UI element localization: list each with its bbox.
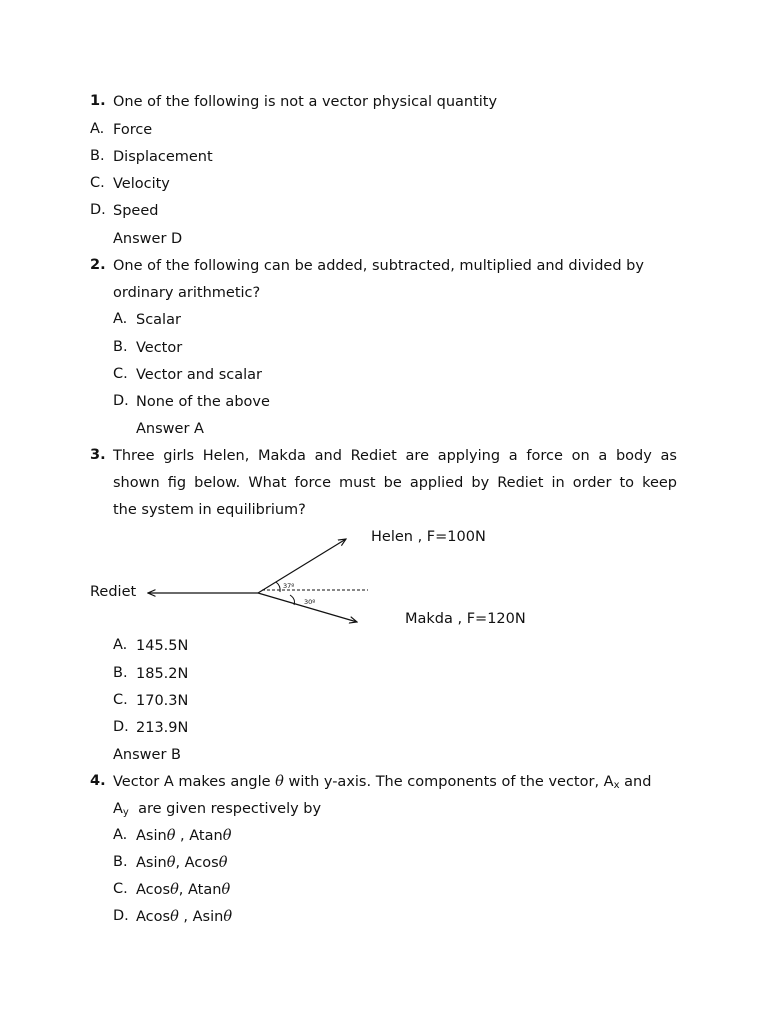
upper-angle-arc [276,582,280,592]
option-letter: C. [113,366,128,382]
answer-text: Answer D [113,231,183,247]
option-text: Scalar [136,312,181,328]
option-letter: D. [113,393,129,409]
option-text: Speed [113,203,159,219]
question-number: 2. [90,257,106,273]
option-text: Displacement [113,149,213,165]
option-text: 185.2N [136,666,189,682]
question-text-line-2: ordinary arithmetic? [113,285,261,301]
question-text-line-3: the system in equilibrium? [113,502,306,518]
option-text: Force [113,122,153,138]
question-number: 1. [90,93,106,109]
option-letter: C. [113,692,128,708]
upper-angle-label: 37º [283,582,295,590]
option-letter: D. [113,719,129,735]
option-text: Velocity [113,176,170,192]
lower-angle-label: 30º [304,598,316,606]
option-letter: B. [113,854,128,870]
option-letter: B. [113,339,128,355]
option-text: Acosθ, Atanθ [136,882,231,898]
option-text: Acosθ , Asinθ [136,909,233,925]
question-text-line-2: shown fig below. What force must be applied by Rediet in order to keep [113,475,677,491]
answer-text: Answer B [113,747,181,763]
option-text: None of the above [136,394,270,410]
helen-force-label: Helen , F=100N [371,529,486,545]
option-text: Vector and scalar [136,367,262,383]
option-letter: A. [113,827,128,843]
question-text-line-2: $A_y$ are given respectively by [113,801,322,818]
question-number: 3. [90,447,106,463]
makda-force-label: Makda , F=120N [405,611,526,627]
option-letter: A. [113,637,128,653]
helen-force-arrow [258,539,346,593]
question-text: One of the following is not a vector physical quantity [113,94,498,110]
option-letter: B. [113,665,128,681]
answer-text: Answer A [136,421,204,437]
question-text-line-1: Vector A makes angle θ with y-axis. The components of the vector, $A_x$ and [113,774,652,791]
option-letter: A. [113,311,128,327]
option-letter: D. [90,202,106,218]
question-number: 4. [90,773,106,789]
option-text: 145.5N [136,638,189,654]
option-text: Vector [136,340,183,356]
option-letter: A. [90,121,105,137]
option-letter: D. [113,908,129,924]
option-text: Asinθ, Acosθ [136,855,228,871]
question-text-line-1: One of the following can be added, subtracted, multiplied and divided by [113,258,644,274]
option-text: 170.3N [136,693,189,709]
option-letter: C. [90,175,105,191]
option-letter: B. [90,148,105,164]
option-letter: C. [113,881,128,897]
option-text: 213.9N [136,720,189,736]
question-text-line-1: Three girls Helen, Makda and Rediet are applying a force on a body as [113,448,677,464]
force-diagram [140,528,380,632]
rediet-label: Rediet [90,584,137,600]
option-text: Asinθ , Atanθ [136,828,232,844]
